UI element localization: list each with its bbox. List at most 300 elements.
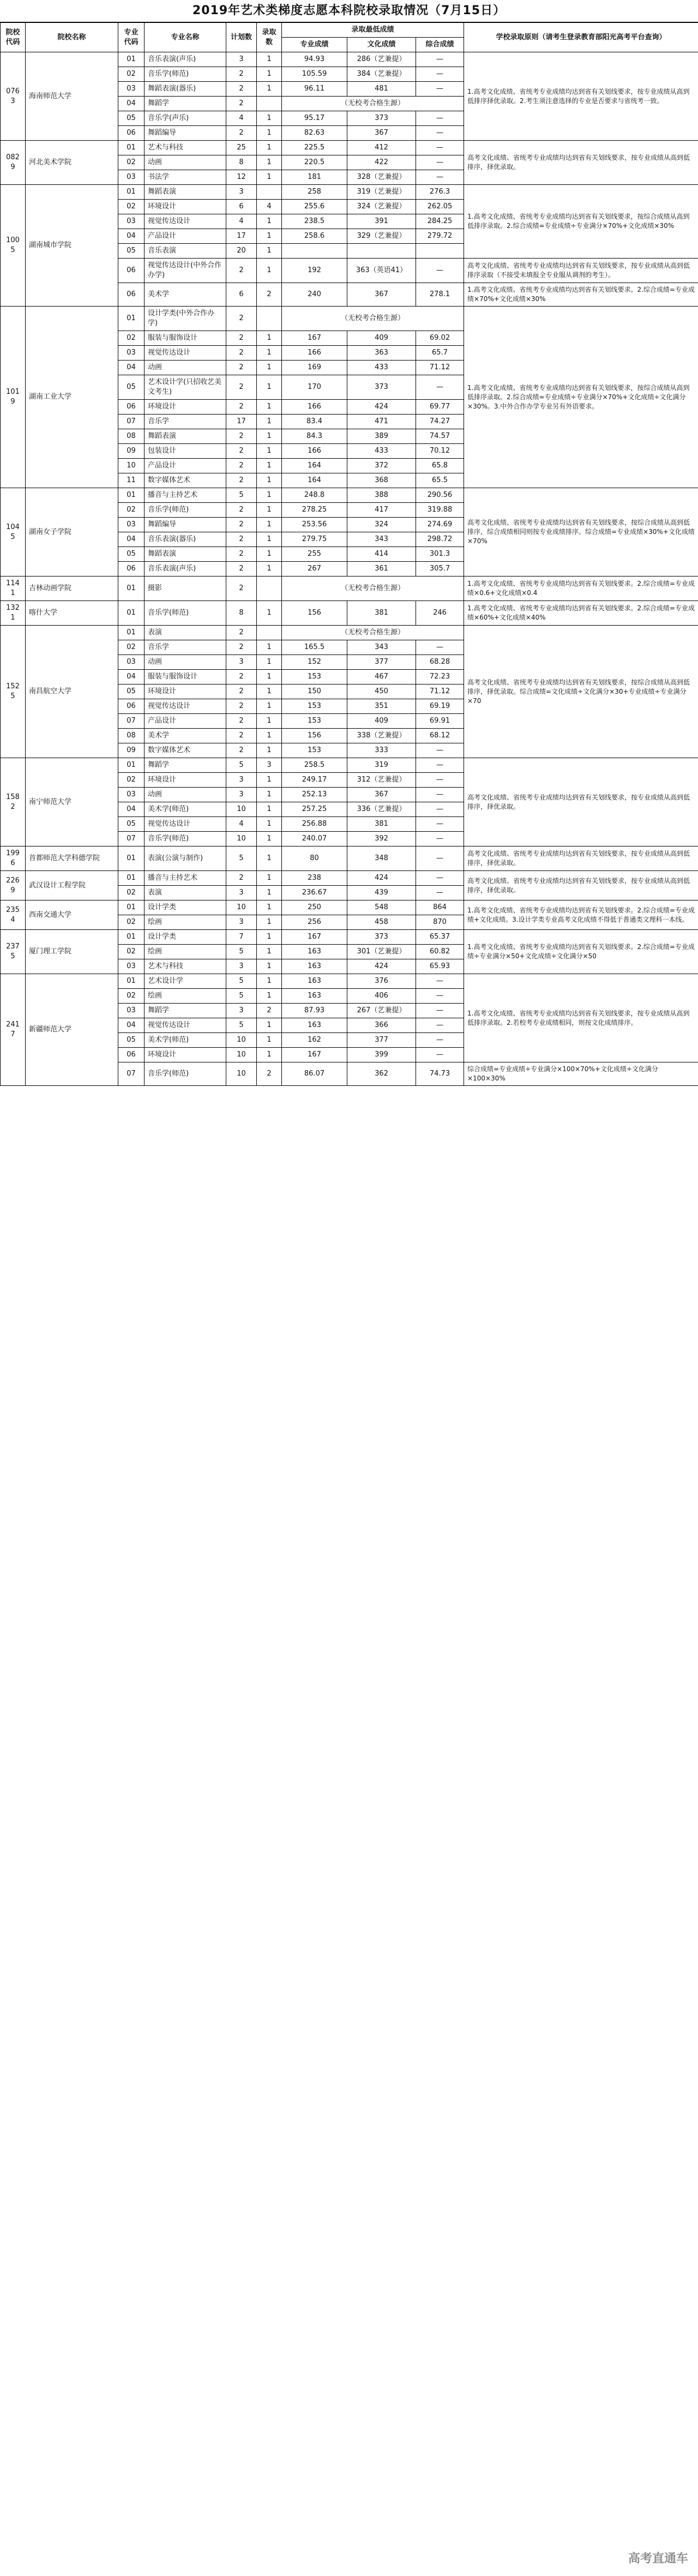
table-body <box>1 52 698 1086</box>
school-name-cell: 南宁师范大学 <box>26 758 118 846</box>
composite-score-cell: 284.25 <box>416 214 464 229</box>
plan-cell: 5 <box>226 488 257 503</box>
school-code-cell: 0829 <box>1 141 26 185</box>
admitted-cell: 1 <box>257 714 282 729</box>
prof-score-cell: 95.17 <box>282 111 347 126</box>
composite-score-cell: 65.7 <box>416 346 464 361</box>
plan-cell: 3 <box>226 185 257 200</box>
composite-score-cell: — <box>416 170 464 185</box>
major-code-cell: 02 <box>118 200 145 214</box>
admitted-cell: 1 <box>257 400 282 415</box>
school-name-cell: 首都师范大学科德学院 <box>26 846 118 871</box>
culture-score-cell: 471 <box>347 415 416 429</box>
plan-cell: 3 <box>226 788 257 802</box>
admission-table <box>0 22 698 1086</box>
culture-score-cell: 377 <box>347 1033 416 1048</box>
culture-score-cell: 439 <box>347 886 416 900</box>
admitted-cell <box>257 577 282 601</box>
plan-cell: 4 <box>226 111 257 126</box>
culture-score-cell: 348 <box>347 846 416 871</box>
composite-score-cell: — <box>416 773 464 788</box>
composite-score-cell: — <box>416 989 464 1004</box>
major-name-cell: 动画 <box>145 361 226 375</box>
plan-cell: 2 <box>226 743 257 758</box>
school-code-cell: 1321 <box>1 601 26 626</box>
plan-cell: 5 <box>226 945 257 959</box>
culture-score-cell: 406 <box>347 989 416 1004</box>
prof-score-cell: 167 <box>282 930 347 945</box>
culture-score-cell <box>347 244 416 259</box>
major-name-cell: 舞蹈表演(器乐) <box>145 82 226 97</box>
composite-score-cell: 68.28 <box>416 655 464 670</box>
prof-score-cell: 236.67 <box>282 886 347 900</box>
composite-score-cell: 71.12 <box>416 361 464 375</box>
major-name-cell: 产品设计 <box>145 714 226 729</box>
culture-score-cell: 373 <box>347 111 416 126</box>
prof-score-cell: 258 <box>282 185 347 200</box>
admitted-cell: 1 <box>257 331 282 346</box>
principle-cell: 高考文化成绩、省统考专业成绩均达到省有关划线要求，按综合成绩从高到低排序，综合成绩相同则按专业成绩排序。综合成绩=专业成绩×30%+文化成绩×70% <box>464 488 698 577</box>
composite-score-cell: 246 <box>416 601 464 626</box>
admitted-cell: 1 <box>257 817 282 832</box>
admitted-cell: 1 <box>257 1018 282 1033</box>
prof-score-cell: 170 <box>282 375 347 400</box>
plan-cell: 5 <box>226 974 257 989</box>
major-name-cell: 播音与主持艺术 <box>145 488 226 503</box>
major-name-cell: 环境设计 <box>145 684 226 699</box>
composite-score-cell: — <box>416 126 464 141</box>
composite-score-cell: 60.82 <box>416 945 464 959</box>
principle-cell: 1.高考文化成绩、省统考专业成绩均达到省有关划线要求。2.综合成绩=专业成绩+文化成绩。3.设计学类专业高考文化成绩不得低于普通类文理科一本线。 <box>464 900 698 930</box>
table-row <box>1 846 698 871</box>
major-code-cell: 01 <box>118 930 145 945</box>
plan-cell: 4 <box>226 214 257 229</box>
major-code-cell: 04 <box>118 802 145 817</box>
prof-score-cell: 153 <box>282 743 347 758</box>
school-code-cell: 2375 <box>1 930 26 974</box>
plan-cell: 2 <box>226 670 257 684</box>
culture-score-cell: 376 <box>347 974 416 989</box>
prof-score-cell: 150 <box>282 684 347 699</box>
admitted-cell: 1 <box>257 832 282 846</box>
culture-score-cell: 433 <box>347 444 416 459</box>
admitted-cell: 1 <box>257 503 282 518</box>
plan-cell: 2 <box>226 82 257 97</box>
school-name-cell: 武汉设计工程学院 <box>26 871 118 900</box>
major-code-cell: 01 <box>118 974 145 989</box>
admitted-cell: 1 <box>257 655 282 670</box>
plan-cell: 2 <box>226 640 257 655</box>
major-name-cell: 音乐学 <box>145 640 226 655</box>
composite-score-cell: 72.23 <box>416 670 464 684</box>
school-name-cell: 西南交通大学 <box>26 900 118 930</box>
plan-cell: 2 <box>226 547 257 562</box>
prof-score-cell: 163 <box>282 945 347 959</box>
admitted-cell: 1 <box>257 67 282 82</box>
prof-score-cell: 166 <box>282 400 347 415</box>
major-name-cell: 环境设计 <box>145 1048 226 1062</box>
header-row-1 <box>1 23 698 38</box>
composite-score-cell: 290.56 <box>416 488 464 503</box>
major-name-cell: 绘画 <box>145 945 226 959</box>
admitted-cell: 1 <box>257 141 282 155</box>
prof-score-cell: 163 <box>282 989 347 1004</box>
admitted-cell <box>257 97 282 111</box>
principle-cell: 高考文化成绩、省统考专业成绩均达到省有关划线要求，按综合成绩从高到低排序，择优录取。综合成绩=文化成绩÷文化满分×30+专业成绩÷专业满分×70 <box>464 626 698 758</box>
culture-score-cell: 363 <box>347 346 416 361</box>
major-name-cell: 视觉传达设计 <box>145 1018 226 1033</box>
culture-score-cell: 450 <box>347 684 416 699</box>
plan-cell: 17 <box>226 415 257 429</box>
prof-score-cell: 258.5 <box>282 758 347 773</box>
culture-score-cell: 424 <box>347 400 416 415</box>
admitted-cell: 1 <box>257 788 282 802</box>
prof-score-cell: 238 <box>282 871 347 886</box>
admitted-cell: 1 <box>257 170 282 185</box>
major-name-cell: 视觉传达设计(中外合作办学) <box>145 259 226 283</box>
prof-score-cell <box>282 244 347 259</box>
admitted-cell: 1 <box>257 547 282 562</box>
major-name-cell: 艺术设计学(只招收艺美文考生) <box>145 375 226 400</box>
admitted-cell: 1 <box>257 915 282 930</box>
major-name-cell: 音乐学(师范) <box>145 1062 226 1086</box>
prof-score-cell: 240 <box>282 283 347 307</box>
major-name-cell: 美术学 <box>145 729 226 743</box>
admitted-cell: 1 <box>257 346 282 361</box>
table-row <box>1 307 698 331</box>
major-code-cell: 02 <box>118 989 145 1004</box>
composite-score-cell: — <box>416 259 464 283</box>
major-code-cell: 05 <box>118 817 145 832</box>
major-code-cell: 05 <box>118 375 145 400</box>
header-plan: 计划数 <box>226 23 257 52</box>
principle-cell: 高考文化成绩、省统考专业成绩均达到省有关划线要求，按专业成绩从高到低排序，择优录取。 <box>464 846 698 871</box>
plan-cell: 7 <box>226 930 257 945</box>
admitted-cell: 1 <box>257 375 282 400</box>
major-code-cell: 08 <box>118 429 145 444</box>
composite-score-cell: — <box>416 52 464 67</box>
plan-cell: 2 <box>226 444 257 459</box>
major-name-cell: 舞蹈学 <box>145 1004 226 1018</box>
prof-score-cell: 250 <box>282 900 347 915</box>
header-school-name: 院校名称 <box>26 23 118 52</box>
principle-cell: 1.高考文化成绩、省统考专业成绩均达到省有关划线要求，按综合成绩从高到低排序录取。2.综合成绩=专业成绩÷专业满分×70%+文化成绩÷文化满分×30%。3.中外合作办学专业另有外语要求。 <box>464 307 698 488</box>
admitted-cell: 1 <box>257 900 282 915</box>
no-applicants-note: （无校考合格生源） <box>282 307 464 331</box>
culture-score-cell: 366 <box>347 1018 416 1033</box>
major-code-cell: 01 <box>118 185 145 200</box>
composite-score-cell: 65.93 <box>416 959 464 974</box>
school-code-cell: 1141 <box>1 577 26 601</box>
admitted-cell: 4 <box>257 200 282 214</box>
culture-score-cell: 373 <box>347 375 416 400</box>
major-code-cell: 01 <box>118 601 145 626</box>
major-code-cell: 01 <box>118 307 145 331</box>
plan-cell: 2 <box>226 714 257 729</box>
culture-score-cell: 389 <box>347 429 416 444</box>
composite-score-cell: — <box>416 155 464 170</box>
header-major-name: 专业名称 <box>145 23 226 52</box>
culture-score-cell: 548 <box>347 900 416 915</box>
composite-score-cell: 69.77 <box>416 400 464 415</box>
culture-score-cell: 362 <box>347 1062 416 1086</box>
major-name-cell: 艺术设计学 <box>145 974 226 989</box>
prof-score-cell: 84.3 <box>282 429 347 444</box>
plan-cell: 2 <box>226 699 257 714</box>
school-code-cell: 1996 <box>1 846 26 871</box>
table-row <box>1 488 698 503</box>
prof-score-cell: 156 <box>282 729 347 743</box>
major-name-cell: 绘画 <box>145 915 226 930</box>
major-name-cell: 舞蹈编导 <box>145 518 226 532</box>
plan-cell: 2 <box>226 532 257 547</box>
admitted-cell: 1 <box>257 640 282 655</box>
plan-cell: 5 <box>226 1018 257 1033</box>
major-code-cell: 01 <box>118 900 145 915</box>
major-code-cell: 03 <box>118 346 145 361</box>
major-code-cell: 03 <box>118 788 145 802</box>
composite-score-cell: 65.5 <box>416 473 464 488</box>
culture-score-cell: 286（艺兼提） <box>347 52 416 67</box>
prof-score-cell: 152 <box>282 655 347 670</box>
major-name-cell: 动画 <box>145 655 226 670</box>
principle-cell: 高考文化成绩、省统考专业成绩均达到省有关划线要求，按专业成绩从高到低排序录取（不接受未填报全专业服从调剂的考生）。 <box>464 259 698 283</box>
table-row <box>1 871 698 886</box>
major-name-cell: 舞蹈学 <box>145 758 226 773</box>
plan-cell: 2 <box>226 577 257 601</box>
header-prof-score: 专业成绩 <box>282 38 347 52</box>
composite-score-cell: — <box>416 743 464 758</box>
major-name-cell: 数字媒体艺术 <box>145 743 226 758</box>
culture-score-cell: 399 <box>347 1048 416 1062</box>
plan-cell: 10 <box>226 1062 257 1086</box>
major-code-cell: 01 <box>118 52 145 67</box>
plan-cell: 25 <box>226 141 257 155</box>
major-name-cell: 产品设计 <box>145 459 226 473</box>
composite-score-cell: — <box>416 375 464 400</box>
major-code-cell: 02 <box>118 915 145 930</box>
culture-score-cell: 422 <box>347 155 416 170</box>
prof-score-cell: 87.93 <box>282 1004 347 1018</box>
principle-cell: 1.高考文化成绩、省统考专业成绩均达到省有关划线要求。2.综合成绩=专业成绩÷专业满分×50+文化成绩÷文化满分×50 <box>464 930 698 974</box>
admitted-cell: 1 <box>257 488 282 503</box>
major-name-cell: 舞蹈表演 <box>145 429 226 444</box>
school-code-cell: 2354 <box>1 900 26 930</box>
prof-score-cell: 153 <box>282 670 347 684</box>
prof-score-cell: 240.07 <box>282 832 347 846</box>
composite-score-cell: — <box>416 640 464 655</box>
composite-score-cell: — <box>416 846 464 871</box>
plan-cell: 17 <box>226 229 257 244</box>
prof-score-cell: 253.56 <box>282 518 347 532</box>
major-code-cell: 05 <box>118 244 145 259</box>
prof-score-cell: 255.6 <box>282 200 347 214</box>
major-code-cell: 09 <box>118 444 145 459</box>
culture-score-cell: 424 <box>347 959 416 974</box>
table-row <box>1 52 698 67</box>
major-name-cell: 舞蹈编导 <box>145 126 226 141</box>
composite-score-cell: 74.73 <box>416 1062 464 1086</box>
principle-cell: 1.高考文化成绩、省统考专业成绩均达到省有关划线要求。2.综合成绩=专业成绩×70%+文化成绩×30% <box>464 283 698 307</box>
prof-score-cell: 167 <box>282 1048 347 1062</box>
composite-score-cell: 65.37 <box>416 930 464 945</box>
prof-score-cell: 94.93 <box>282 52 347 67</box>
major-name-cell: 音乐表演(声乐) <box>145 562 226 577</box>
major-name-cell: 表演(公演与制作) <box>145 846 226 871</box>
school-name-cell: 南昌航空大学 <box>26 626 118 758</box>
major-name-cell: 音乐学(声乐) <box>145 111 226 126</box>
admitted-cell: 1 <box>257 699 282 714</box>
school-code-cell: 2417 <box>1 974 26 1086</box>
plan-cell: 3 <box>226 886 257 900</box>
plan-cell: 5 <box>226 846 257 871</box>
prof-score-cell: 83.4 <box>282 415 347 429</box>
major-name-cell: 音乐表演(声乐) <box>145 52 226 67</box>
major-code-cell: 07 <box>118 1062 145 1086</box>
major-name-cell: 美术学(师范) <box>145 1033 226 1048</box>
culture-score-cell: 267（艺兼提） <box>347 1004 416 1018</box>
major-code-cell: 07 <box>118 415 145 429</box>
major-name-cell: 美术学(师范) <box>145 802 226 817</box>
principle-cell: 高考文化成绩、省统考专业成绩均达到省有关划线要求，按专业成绩从高到低排序，择优录取。 <box>464 141 698 185</box>
culture-score-cell: 301（艺兼提） <box>347 945 416 959</box>
major-name-cell: 环境设计 <box>145 400 226 415</box>
plan-cell: 2 <box>226 259 257 283</box>
table-row <box>1 900 698 915</box>
major-name-cell: 设计学类 <box>145 930 226 945</box>
major-name-cell: 音乐表演(器乐) <box>145 532 226 547</box>
plan-cell: 2 <box>226 562 257 577</box>
table-row <box>1 185 698 200</box>
major-name-cell: 环境设计 <box>145 200 226 214</box>
composite-score-cell: 69.19 <box>416 699 464 714</box>
prof-score-cell: 80 <box>282 846 347 871</box>
admitted-cell: 1 <box>257 214 282 229</box>
school-code-cell: 1525 <box>1 626 26 758</box>
prof-score-cell: 220.5 <box>282 155 347 170</box>
culture-score-cell: 373 <box>347 930 416 945</box>
prof-score-cell: 192 <box>282 259 347 283</box>
major-name-cell: 音乐学(师范) <box>145 503 226 518</box>
table-row <box>1 601 698 626</box>
admitted-cell: 1 <box>257 974 282 989</box>
major-name-cell: 舞蹈学 <box>145 97 226 111</box>
admitted-cell: 1 <box>257 429 282 444</box>
culture-score-cell: 312（艺兼提） <box>347 773 416 788</box>
major-name-cell: 视觉传达设计 <box>145 214 226 229</box>
prof-score-cell: 258.6 <box>282 229 347 244</box>
major-code-cell: 06 <box>118 400 145 415</box>
plan-cell: 2 <box>226 400 257 415</box>
plan-cell: 5 <box>226 989 257 1004</box>
admitted-cell <box>257 626 282 640</box>
prof-score-cell: 163 <box>282 974 347 989</box>
major-code-cell: 06 <box>118 283 145 307</box>
school-name-cell: 海南师范大学 <box>26 52 118 141</box>
composite-score-cell: 68.12 <box>416 729 464 743</box>
prof-score-cell: 164 <box>282 459 347 473</box>
prof-score-cell: 248.8 <box>282 488 347 503</box>
admitted-cell: 3 <box>257 758 282 773</box>
major-name-cell: 视觉传达设计 <box>145 699 226 714</box>
prof-score-cell: 156 <box>282 601 347 626</box>
admitted-cell: 1 <box>257 244 282 259</box>
major-code-cell: 01 <box>118 141 145 155</box>
plan-cell: 3 <box>226 915 257 930</box>
major-name-cell: 音乐表演 <box>145 244 226 259</box>
major-code-cell: 01 <box>118 871 145 886</box>
admitted-cell: 1 <box>257 361 282 375</box>
header-major-code: 专业代码 <box>118 23 145 52</box>
prof-score-cell: 267 <box>282 562 347 577</box>
admitted-cell: 1 <box>257 945 282 959</box>
prof-score-cell: 163 <box>282 959 347 974</box>
major-code-cell: 02 <box>118 331 145 346</box>
major-name-cell: 视觉传达设计 <box>145 817 226 832</box>
major-code-cell: 07 <box>118 832 145 846</box>
plan-cell: 2 <box>226 518 257 532</box>
admitted-cell: 1 <box>257 459 282 473</box>
major-code-cell: 03 <box>118 959 145 974</box>
culture-score-cell: 343 <box>347 640 416 655</box>
major-code-cell: 01 <box>118 488 145 503</box>
admitted-cell: 2 <box>257 1062 282 1086</box>
culture-score-cell: 392 <box>347 832 416 846</box>
admitted-cell: 1 <box>257 1033 282 1048</box>
composite-score-cell: — <box>416 1018 464 1033</box>
admitted-cell: 1 <box>257 259 282 283</box>
admitted-cell: 1 <box>257 532 282 547</box>
culture-score-cell: 333 <box>347 743 416 758</box>
admitted-cell: 1 <box>257 989 282 1004</box>
plan-cell: 10 <box>226 1048 257 1062</box>
major-name-cell: 音乐学(师范) <box>145 601 226 626</box>
major-code-cell: 05 <box>118 1033 145 1048</box>
major-code-cell: 04 <box>118 1018 145 1033</box>
plan-cell: 10 <box>226 832 257 846</box>
header-admitted: 录取数 <box>257 23 282 52</box>
principle-cell: 高考文化成绩、省统考专业成绩均达到省有关划线要求，按专业成绩从高到低排序，择优录取。 <box>464 758 698 846</box>
header-min-scores: 录取最低成绩 <box>282 23 464 38</box>
school-code-cell: 2269 <box>1 871 26 900</box>
major-code-cell: 04 <box>118 532 145 547</box>
principle-cell: 1.高考文化成绩、省统考专业成绩均达到省有关划线要求，按综合成绩从高到低排序录取。2.综合成绩=专业成绩÷专业满分×70%+文化成绩×30% <box>464 185 698 259</box>
major-name-cell: 服装与服饰设计 <box>145 670 226 684</box>
plan-cell: 2 <box>226 307 257 331</box>
prof-score-cell: 167 <box>282 331 347 346</box>
school-code-cell: 1005 <box>1 185 26 307</box>
watermark: 高考直通车 <box>628 2552 688 2566</box>
admitted-cell: 1 <box>257 743 282 758</box>
school-name-cell: 湖南女子学院 <box>26 488 118 577</box>
culture-score-cell: 338（艺兼提） <box>347 729 416 743</box>
major-code-cell: 03 <box>118 518 145 532</box>
header-culture-score: 文化成绩 <box>347 38 416 52</box>
major-code-cell: 02 <box>118 640 145 655</box>
prof-score-cell: 255 <box>282 547 347 562</box>
major-code-cell: 02 <box>118 945 145 959</box>
major-code-cell: 02 <box>118 67 145 82</box>
prof-score-cell: 82.63 <box>282 126 347 141</box>
admitted-cell: 1 <box>257 562 282 577</box>
major-code-cell: 04 <box>118 97 145 111</box>
culture-score-cell: 367 <box>347 283 416 307</box>
composite-score-cell: 74.27 <box>416 415 464 429</box>
composite-score-cell: — <box>416 1004 464 1018</box>
admitted-cell: 1 <box>257 155 282 170</box>
plan-cell: 5 <box>226 758 257 773</box>
culture-score-cell: 324（艺兼提） <box>347 200 416 214</box>
